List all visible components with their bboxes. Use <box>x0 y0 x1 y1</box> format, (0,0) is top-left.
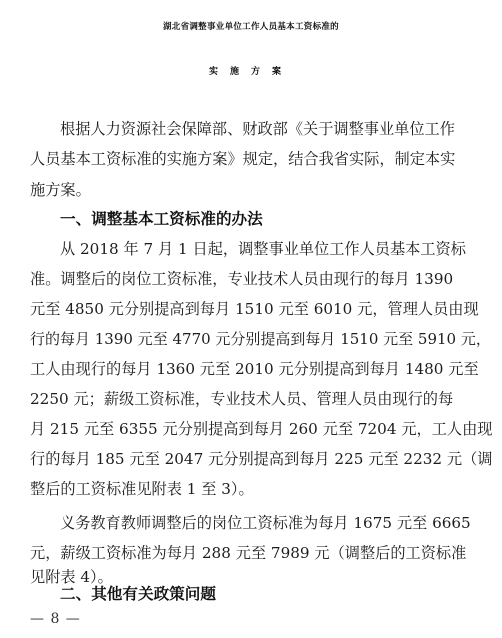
section-1-para-1-line-4: 行的每月 1390 元至 4770 元分别提高到每月 1510 元至 5910 元， <box>30 330 491 348</box>
section-1-para-1-line-8: 行的每月 185 元至 2047 元分别提高到每月 225 元至 2232 元（调 <box>30 450 493 468</box>
intro-line-1: 根据人力资源社会保障部、财政部《关于调整事业单位工作 <box>60 120 455 138</box>
section-1-para-1-line-3: 元至 4850 元分别提高到每月 1510 元至 6010 元，管理人员由现 <box>30 300 479 318</box>
document-title-line-1: 湖北省调整事业单位工作人员基本工资标准的 <box>162 22 339 32</box>
section-1-para-1-line-2: 准。调整后的岗位工资标准，专业技术人员由现行的每月 1390 <box>30 270 454 288</box>
section-1-heading: 一、调整基本工资标准的办法 <box>60 210 263 228</box>
intro-line-3: 施方案。 <box>30 181 91 199</box>
document-title-line-2: 实施方案 <box>208 67 293 77</box>
section-1-para-1-line-7: 月 215 元至 6355 元分别提高到每月 260 元至 7204 元，工人由现 <box>30 420 493 438</box>
section-1-para-1-line-1: 从 2018 年 7 月 1 日起，调整事业单位工作人员基本工资标 <box>60 240 466 258</box>
page-number: — 8 — <box>30 611 81 627</box>
section-1-para-2-line-1: 义务教育教师调整后的岗位工资标准为每月 1675 元至 6665 <box>60 514 471 532</box>
section-1-para-1-line-9: 整后的工资标准见附表 1 至 3）。 <box>30 480 254 498</box>
section-1-para-2-line-2: 元，薪级工资标准为每月 288 元至 7989 元（调整后的工资标准 <box>30 544 467 562</box>
section-1-para-2-line-3: 见附表 4）。 <box>30 568 113 586</box>
intro-line-2: 人员基本工资标准的实施方案》规定，结合我省实际，制定本实 <box>30 150 456 168</box>
section-1-para-1-line-5: 工人由现行的每月 1360 元至 2010 元分别提高到每月 1480 元至 <box>30 360 479 378</box>
section-1-para-1-line-6: 2250 元；薪级工资标准，专业技术人员、管理人员由现行的每 <box>30 390 454 408</box>
section-2-heading: 二、其他有关政策问题 <box>60 585 216 603</box>
